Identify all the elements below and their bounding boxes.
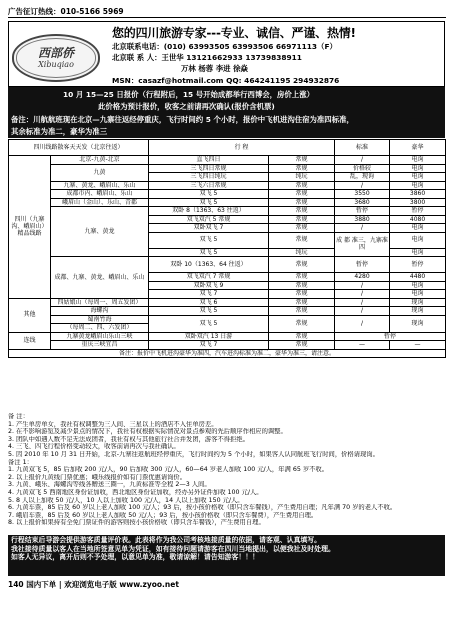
- header-standard: 标准: [335, 140, 390, 156]
- route-cell: 成都市内、峨眉山、乐山: [51, 190, 149, 199]
- notice-line-2: 我社接待质量以客人在当地所签意见单为凭证，如有接待问题请游客在四川当地提出，以便我社及时处理。: [11, 544, 335, 553]
- route-cell: 九黄: [51, 164, 149, 181]
- note-line: 3. 九黄、峨乐、海螺沟等线各赠送三圈一，九黄标准等全程 2—3 人间。: [8, 481, 211, 489]
- luxury-price: 暂停: [390, 207, 446, 216]
- notes-section: [8, 413, 445, 527]
- header-itinerary: 行 程: [149, 140, 335, 156]
- note-line: 7. 峨眉车票，85 后及 60 岁以上老人加收 50 元/人；93 后，按小孩价格收（即只含车餐费），产生费用自理。: [8, 511, 318, 519]
- note-line: 8. 以上报价如果持有全免门票证件的游客则按小孩价格收（即只含车餐钱），产生费用自理。: [8, 519, 265, 527]
- route-cell: （每周二、四、六发团）: [51, 324, 149, 333]
- type-cell: 常规: [269, 190, 335, 199]
- standard-price: /: [335, 156, 390, 165]
- luxury-price: 3860: [390, 190, 446, 199]
- standard-price: /: [335, 307, 390, 316]
- table-row: [9, 207, 446, 216]
- table-row: [9, 315, 446, 324]
- note-line: 备 注：: [8, 413, 29, 420]
- type-cell: 常规: [269, 315, 335, 332]
- itinerary-cell: 双飞 5: [149, 307, 269, 316]
- table-row: [9, 156, 446, 165]
- standard-price: 3550: [335, 190, 390, 199]
- route-cell: 北京-九黄-北京: [51, 156, 149, 165]
- logo-cn-text: 西部侨: [37, 46, 74, 60]
- itinerary-cell: 直飞四日: [149, 156, 269, 165]
- itinerary-cell: 双卧双飞 7: [149, 224, 269, 233]
- route-cell: 蜀南竹海: [51, 315, 149, 324]
- itinerary-cell: 三飞六日常规: [149, 181, 269, 190]
- itinerary-cell: 双飞 5: [149, 190, 269, 199]
- itinerary-cell: 双飞 7: [149, 290, 269, 299]
- table-row: [9, 198, 446, 207]
- header-area: 四川线路散客天天发（北京往返）: [9, 140, 149, 156]
- itinerary-cell: 双卧 10（1363、64 往返）: [149, 257, 269, 273]
- luxury-price: 电询: [390, 224, 446, 233]
- type-cell: 常规: [269, 156, 335, 165]
- standard-price: /: [335, 298, 390, 307]
- type-cell: 常规: [269, 281, 335, 290]
- table-row: [9, 341, 446, 350]
- standard-price: 4280: [335, 273, 390, 282]
- type-cell: 常规: [269, 224, 335, 233]
- standard-price: 3680: [335, 198, 390, 207]
- group-sichuan: 四川（九寨沟、峨眉山）精品线路: [9, 156, 51, 299]
- type-cell: 纯玩: [269, 248, 335, 257]
- standard-price: 价格较: [335, 164, 390, 173]
- itinerary-cell: 双卧双汽 13 日游: [149, 332, 269, 341]
- note-line: 2. 以上报价九黄线门票优惠；峨乐线报价如有门票优惠请询价。: [8, 473, 187, 481]
- type-cell: 纯玩: [269, 173, 335, 182]
- table-row: [9, 257, 446, 273]
- quality-notice: [8, 535, 445, 576]
- table-row: [9, 307, 446, 316]
- table-row: [9, 298, 446, 307]
- standard-price: 暂停: [335, 207, 390, 216]
- msn-line: MSN：casazf@hotmail.com QQ: 464241195 294932876: [112, 76, 340, 85]
- type-cell: 常规: [269, 198, 335, 207]
- luxury-price: 电询: [390, 281, 446, 290]
- luxury-price: 电询: [390, 164, 446, 173]
- route-cell: 重庆三峡宜昌: [51, 341, 149, 350]
- banner-line-3: 备注：川航航班现在北京—九寨往返经停重庆，飞行时间约 5 个小时，报价中飞机进沟住宿为准四标准，: [11, 115, 354, 124]
- itinerary-cell: 双飞双汽 5 常规: [149, 215, 269, 224]
- banner-line-2: 此价格为预计报价，收客之前请再次确认(报价含机票): [98, 102, 275, 111]
- type-cell: 常规: [269, 298, 335, 307]
- itinerary-cell: 三飞四日纯玩: [149, 173, 269, 182]
- route-cell: 四姑娘山（每周一、周五发团）: [51, 298, 149, 307]
- type-cell: 常规: [269, 164, 335, 173]
- itinerary-cell: 双飞双汽 7 常规: [149, 273, 269, 282]
- note-line: 6. 九黄车票，85 后及 60 岁以上老人加收 100 元/人；93 后，按小孩价格收（即只含车餐钱），产生费用自理；凡年满 70 岁的老人不收。: [8, 504, 397, 512]
- itinerary-cell: 双飞 5: [149, 248, 269, 257]
- luxury-price: 电询: [390, 290, 446, 299]
- type-cell: 常规: [269, 332, 335, 341]
- contact-line-1: 北京联 系 人：王世华 13121662933 13739838911: [112, 53, 302, 62]
- group-connect: 连线: [9, 332, 51, 349]
- standard-price: /: [335, 224, 390, 233]
- header-luxury: 豪华: [390, 140, 446, 156]
- notice-line-3: 如客人无异议，离开后则不予处理，以意见单为准，敬请谅解！请告知游客！！！: [11, 553, 260, 562]
- note-line: 5. 8 人以上加收 50 元/人，10 人以上加收 100 元/人，14 人以上加收 150 元/人。: [8, 496, 244, 504]
- type-cell: 常规: [269, 307, 335, 316]
- standard-price: /: [335, 290, 390, 299]
- standard-price: 3880: [335, 215, 390, 224]
- route-cell: 九寨、黄龙: [51, 207, 149, 257]
- table-row: [9, 164, 446, 173]
- table-row: [9, 190, 446, 199]
- luxury-price: 电询: [390, 248, 446, 257]
- luxury-price: 电询: [390, 181, 446, 190]
- itinerary-cell: 双卧双飞 9: [149, 281, 269, 290]
- standard-price: 成 都 准三，九寨准四: [335, 232, 390, 257]
- note-line: 4. 三飞、四飞行程价格变动较大，收客前请再次与我社确认。: [8, 443, 180, 451]
- route-cell: 九寨黄龙峨眉山乐山三峡: [51, 332, 149, 341]
- type-cell: 常规: [269, 207, 335, 216]
- itinerary-cell: 双飞 6: [149, 298, 269, 307]
- luxury-price: 现询: [390, 307, 446, 316]
- itinerary-cell: 双飞 7: [149, 341, 269, 350]
- route-cell: 九寨、黄龙、峨眉山、乐山: [51, 181, 149, 190]
- standard-price: —: [335, 341, 390, 350]
- standard-price: /: [335, 181, 390, 190]
- type-cell: 常规: [269, 290, 335, 299]
- luxury-price: 暂停: [390, 257, 446, 273]
- table-remark: 备注：报价中飞机进沟豪华为准四，汽车进沟标准为准二，豪华为准三，请注意。: [9, 349, 446, 358]
- note-line: 1. 产生单房单女，我社有权调整为三人间、三星以上的酒店不入住单房差。: [8, 420, 218, 428]
- itinerary-cell: 三飞四日常规: [149, 164, 269, 173]
- standard-price: /: [335, 315, 390, 332]
- type-cell: 常规: [269, 232, 335, 248]
- agency-slogan: 您的四川旅游专家---专业、诚信、严谨、热情!: [112, 26, 356, 40]
- logo-en-text: Xibuqiao: [38, 60, 74, 69]
- luxury-price: 电询: [390, 232, 446, 248]
- itinerary-cell: 双飞 5: [149, 198, 269, 207]
- banner-line-4: 其余标准为准二，豪华为准三: [11, 127, 108, 136]
- page-footer: 140 国内下单 | 欢迎浏览电子版 www.zyoo.net: [8, 580, 179, 589]
- group-other: 其他: [9, 298, 51, 332]
- type-cell: 常规: [269, 341, 335, 350]
- luxury-price: 4480: [390, 273, 446, 282]
- note-line: 备注 1：: [8, 458, 33, 466]
- note-line: 5. 因 2010 年 10 月 31 日开始，北京-九寨往返航班经停重庆，飞行时间约为 5 个小时，如果客人认同航班飞行时间，价格请现询。: [8, 450, 379, 458]
- price-banner: [8, 87, 445, 138]
- top-divider: [8, 17, 446, 18]
- table-row: [9, 181, 446, 190]
- note-line: 3. 团队中如遇人数不足无法成团者，我社有权与其他旅行社合并发团，游客不得拒绝。: [8, 435, 249, 443]
- standard-price: /: [335, 281, 390, 290]
- agency-header: [8, 21, 445, 87]
- note-line: 4. 九黄双飞 5 西南地区身份证加收，西北地区身份证加收，经办另外证件加收 100 元/人。: [8, 488, 263, 496]
- route-cell: 海螺沟: [51, 307, 149, 316]
- type-cell: 常规: [269, 273, 335, 282]
- table-row: [9, 332, 446, 341]
- banner-line-1: 10 月 15—25 日报价（行程附后，15 号开始成都举行西博会，房价上涨）: [63, 90, 314, 99]
- luxury-price: 4080: [390, 215, 446, 224]
- itinerary-cell: 双飞 5: [149, 232, 269, 248]
- note-line: 1. 九黄双飞 5，85 后加收 200 元/人，90 后加收 300 元/人，60—64 岁老人加收 100 元/人，年满 65 岁不收。: [8, 466, 329, 474]
- type-cell: 常规: [269, 215, 335, 224]
- notice-line-1: 行程结束后导游会提供游客质量评价表。此表将作为我公司考核地接质量的依据，请客观、认真填写。: [11, 536, 322, 544]
- standard-price: 暂停: [335, 257, 390, 273]
- ad-hotline: 广告征订热线：010-5166 5969: [8, 7, 124, 16]
- luxury-price: 3800: [390, 198, 446, 207]
- luxury-price: 现询: [390, 315, 446, 332]
- route-cell: 峨眉山（金山）、乐山、青都: [51, 198, 149, 207]
- standard-price: 乱，现询: [335, 173, 390, 182]
- type-cell: 常规: [269, 257, 335, 273]
- itinerary-cell: 双卧 8（1363、63 往返）: [149, 207, 269, 216]
- type-cell: 常规: [269, 181, 335, 190]
- table-row: [9, 349, 446, 358]
- contact-line-2: 万林 杨蓉 李进 徐焱: [181, 64, 248, 73]
- note-line: 2. 在不影响游览及减少景点的情况下，我社有权根据实际情况对景点参观的先后顺序作相应的调整。: [8, 428, 287, 436]
- agency-logo: [12, 34, 100, 82]
- route-cell: 成都、九寨、黄龙、峨眉山、乐山: [51, 257, 149, 299]
- luxury-price: 电询: [390, 156, 446, 165]
- itinerary-cell: 双飞 5: [149, 315, 269, 332]
- luxury-price: 现询: [390, 298, 446, 307]
- luxury-price: —: [390, 341, 446, 350]
- phone-line: 北京联系电话：(010) 63993505 63993506 66971113（F）: [112, 42, 337, 51]
- luxury-price: 电询: [390, 173, 446, 182]
- price-table: [8, 139, 446, 358]
- standard-price: 暂停: [335, 332, 446, 341]
